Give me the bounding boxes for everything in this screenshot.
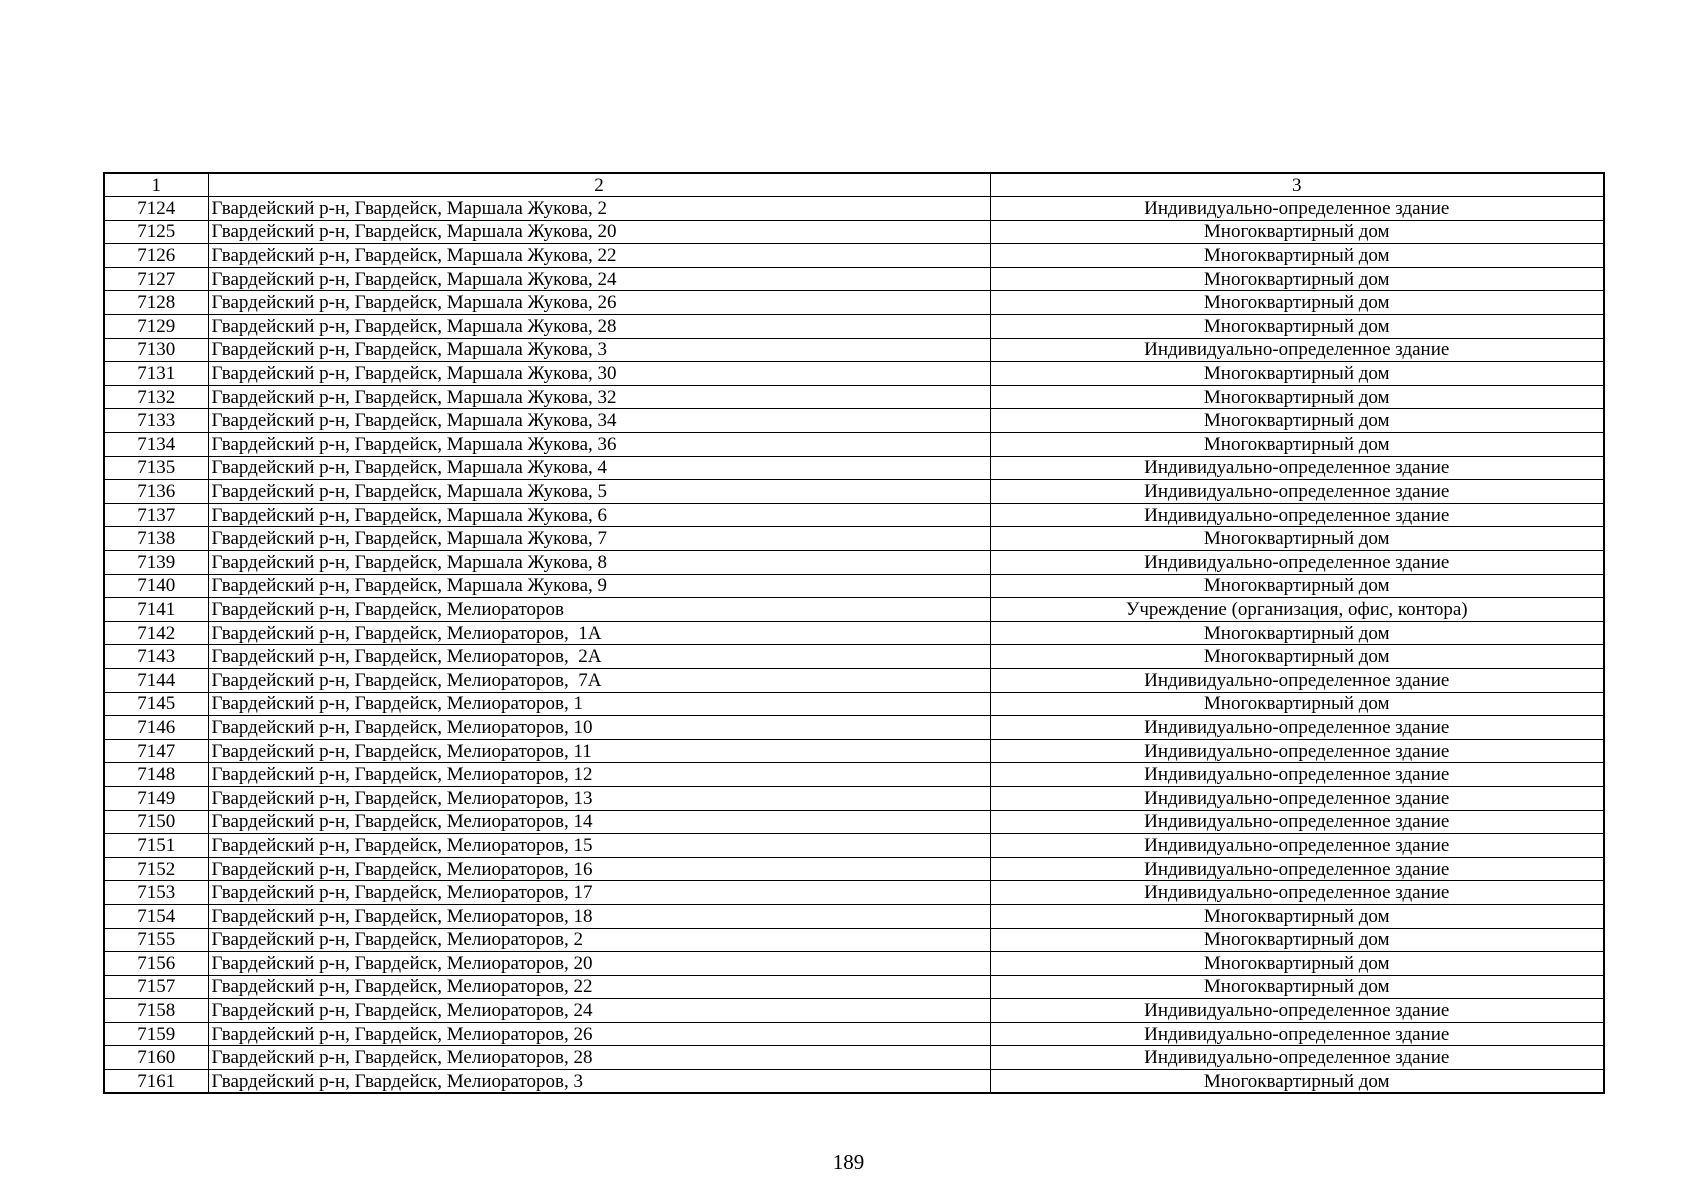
table-row (104, 197, 1604, 221)
row-building-type: Многоквартирный дом (990, 904, 1604, 928)
row-building-type: Индивидуально-определенное здание (990, 716, 1604, 740)
row-number: 7160 (104, 1046, 208, 1070)
row-address: Гвардейский р-н, Гвардейск, Мелиораторов, 18 (208, 904, 990, 928)
table-row (104, 881, 1604, 905)
row-address: Гвардейский р-н, Гвардейск, Маршала Жукова, 3 (208, 338, 990, 362)
row-number: 7140 (104, 574, 208, 598)
row-number: 7133 (104, 409, 208, 433)
row-number: 7154 (104, 904, 208, 928)
row-building-type: Индивидуально-определенное здание (990, 456, 1604, 480)
row-building-type: Индивидуально-определенное здание (990, 338, 1604, 362)
table-row (104, 338, 1604, 362)
row-building-type: Учреждение (организация, офис, контора) (990, 598, 1604, 622)
row-building-type: Многоквартирный дом (990, 574, 1604, 598)
table-row (104, 739, 1604, 763)
registry-table (103, 172, 1605, 1094)
table-body (104, 197, 1604, 1094)
row-address: Гвардейский р-н, Гвардейск, Маршала Жукова, 9 (208, 574, 990, 598)
table-row (104, 267, 1604, 291)
row-address: Гвардейский р-н, Гвардейск, Мелиораторов, 28 (208, 1046, 990, 1070)
row-address: Гвардейский р-н, Гвардейск, Мелиораторов, 20 (208, 952, 990, 976)
table-row (104, 810, 1604, 834)
row-number: 7131 (104, 362, 208, 386)
table-row (104, 621, 1604, 645)
row-number: 7128 (104, 291, 208, 315)
table-row (104, 763, 1604, 787)
table-row (104, 668, 1604, 692)
row-building-type: Индивидуально-определенное здание (990, 763, 1604, 787)
row-number: 7146 (104, 716, 208, 740)
row-building-type: Индивидуально-определенное здание (990, 739, 1604, 763)
table-row (104, 551, 1604, 575)
table-row (104, 1022, 1604, 1046)
row-number: 7132 (104, 385, 208, 409)
table-row (104, 409, 1604, 433)
row-building-type: Многоквартирный дом (990, 267, 1604, 291)
row-building-type: Многоквартирный дом (990, 975, 1604, 999)
row-address: Гвардейский р-н, Гвардейск, Мелиораторов, 13 (208, 786, 990, 810)
table-row (104, 857, 1604, 881)
row-building-type: Многоквартирный дом (990, 645, 1604, 669)
row-number: 7148 (104, 763, 208, 787)
row-number: 7134 (104, 433, 208, 457)
row-building-type: Многоквартирный дом (990, 952, 1604, 976)
row-address: Гвардейский р-н, Гвардейск, Мелиораторов, 10 (208, 716, 990, 740)
row-building-type: Индивидуально-определенное здание (990, 551, 1604, 575)
row-address: Гвардейский р-н, Гвардейск, Маршала Жукова, 6 (208, 503, 990, 527)
row-building-type: Индивидуально-определенное здание (990, 503, 1604, 527)
row-number: 7149 (104, 786, 208, 810)
row-address: Гвардейский р-н, Гвардейск, Маршала Жукова, 26 (208, 291, 990, 315)
table-row (104, 975, 1604, 999)
row-address: Гвардейский р-н, Гвардейск, Мелиораторов, 16 (208, 857, 990, 881)
row-number: 7143 (104, 645, 208, 669)
table-row (104, 315, 1604, 339)
table-row (104, 645, 1604, 669)
row-number: 7155 (104, 928, 208, 952)
row-building-type: Индивидуально-определенное здание (990, 1022, 1604, 1046)
table-row (104, 433, 1604, 457)
table-row (104, 244, 1604, 268)
row-number: 7130 (104, 338, 208, 362)
row-building-type: Индивидуально-определенное здание (990, 810, 1604, 834)
row-number: 7157 (104, 975, 208, 999)
row-building-type: Многоквартирный дом (990, 1070, 1604, 1094)
row-number: 7151 (104, 834, 208, 858)
header-col-3: 3 (990, 173, 1604, 197)
row-number: 7139 (104, 551, 208, 575)
table-row (104, 716, 1604, 740)
row-address: Гвардейский р-н, Гвардейск, Мелиораторов (208, 598, 990, 622)
row-number: 7136 (104, 480, 208, 504)
row-building-type: Многоквартирный дом (990, 244, 1604, 268)
row-number: 7147 (104, 739, 208, 763)
header-row (104, 173, 1604, 197)
row-building-type: Многоквартирный дом (990, 291, 1604, 315)
table-row (104, 1070, 1604, 1094)
row-building-type: Многоквартирный дом (990, 315, 1604, 339)
row-address: Гвардейский р-н, Гвардейск, Маршала Жукова, 32 (208, 385, 990, 409)
table-row (104, 220, 1604, 244)
row-building-type: Многоквартирный дом (990, 362, 1604, 386)
table-row (104, 692, 1604, 716)
row-address: Гвардейский р-н, Гвардейск, Маршала Жукова, 22 (208, 244, 990, 268)
row-number: 7127 (104, 267, 208, 291)
row-address: Гвардейский р-н, Гвардейск, Мелиораторов, 3 (208, 1070, 990, 1094)
table-row (104, 928, 1604, 952)
row-building-type: Индивидуально-определенное здание (990, 668, 1604, 692)
table-row (104, 952, 1604, 976)
header-col-2: 2 (208, 173, 990, 197)
row-building-type: Многоквартирный дом (990, 433, 1604, 457)
row-address: Гвардейский р-н, Гвардейск, Маршала Жукова, 30 (208, 362, 990, 386)
row-number: 7150 (104, 810, 208, 834)
row-address: Гвардейский р-н, Гвардейск, Мелиораторов, 26 (208, 1022, 990, 1046)
row-address: Гвардейский р-н, Гвардейск, Мелиораторов, 7А (208, 668, 990, 692)
row-number: 7138 (104, 527, 208, 551)
row-building-type: Индивидуально-определенное здание (990, 999, 1604, 1023)
row-number: 7159 (104, 1022, 208, 1046)
table-row (104, 786, 1604, 810)
row-address: Гвардейский р-н, Гвардейск, Маршала Жукова, 5 (208, 480, 990, 504)
row-number: 7161 (104, 1070, 208, 1094)
row-building-type: Многоквартирный дом (990, 527, 1604, 551)
row-address: Гвардейский р-н, Гвардейск, Мелиораторов, 22 (208, 975, 990, 999)
row-building-type: Индивидуально-определенное здание (990, 881, 1604, 905)
table-row (104, 574, 1604, 598)
row-building-type: Многоквартирный дом (990, 621, 1604, 645)
table-row (104, 999, 1604, 1023)
table-row (104, 834, 1604, 858)
row-building-type: Индивидуально-определенное здание (990, 197, 1604, 221)
row-building-type: Многоквартирный дом (990, 385, 1604, 409)
table-row (104, 456, 1604, 480)
row-number: 7145 (104, 692, 208, 716)
row-address: Гвардейский р-н, Гвардейск, Мелиораторов, 2А (208, 645, 990, 669)
row-building-type: Многоквартирный дом (990, 220, 1604, 244)
row-number: 7158 (104, 999, 208, 1023)
table-row (104, 598, 1604, 622)
row-building-type: Многоквартирный дом (990, 692, 1604, 716)
row-number: 7142 (104, 621, 208, 645)
row-building-type: Многоквартирный дом (990, 409, 1604, 433)
row-address: Гвардейский р-н, Гвардейск, Мелиораторов, 1 (208, 692, 990, 716)
page-number: 189 (832, 1150, 865, 1174)
row-address: Гвардейский р-н, Гвардейск, Мелиораторов, 1А (208, 621, 990, 645)
row-address: Гвардейский р-н, Гвардейск, Маршала Жукова, 2 (208, 197, 990, 221)
row-address: Гвардейский р-н, Гвардейск, Маршала Жукова, 28 (208, 315, 990, 339)
row-building-type: Индивидуально-определенное здание (990, 857, 1604, 881)
row-address: Гвардейский р-н, Гвардейск, Маршала Жукова, 36 (208, 433, 990, 457)
table-row (104, 503, 1604, 527)
table-row (104, 904, 1604, 928)
row-address: Гвардейский р-н, Гвардейск, Маршала Жукова, 8 (208, 551, 990, 575)
row-address: Гвардейский р-н, Гвардейск, Маршала Жукова, 4 (208, 456, 990, 480)
row-address: Гвардейский р-н, Гвардейск, Маршала Жукова, 24 (208, 267, 990, 291)
row-number: 7124 (104, 197, 208, 221)
table-header (104, 173, 1604, 197)
table-row (104, 1046, 1604, 1070)
row-address: Гвардейский р-н, Гвардейск, Маршала Жукова, 7 (208, 527, 990, 551)
table-row (104, 385, 1604, 409)
row-number: 7135 (104, 456, 208, 480)
row-number: 7137 (104, 503, 208, 527)
row-number: 7126 (104, 244, 208, 268)
row-building-type: Многоквартирный дом (990, 928, 1604, 952)
row-number: 7141 (104, 598, 208, 622)
table-row (104, 480, 1604, 504)
row-address: Гвардейский р-н, Гвардейск, Мелиораторов, 17 (208, 881, 990, 905)
table-row (104, 527, 1604, 551)
row-address: Гвардейский р-н, Гвардейск, Мелиораторов, 12 (208, 763, 990, 787)
row-number: 7129 (104, 315, 208, 339)
row-number: 7156 (104, 952, 208, 976)
row-building-type: Индивидуально-определенное здание (990, 834, 1604, 858)
header-col-1: 1 (104, 173, 208, 197)
row-building-type: Индивидуально-определенное здание (990, 786, 1604, 810)
row-address: Гвардейский р-н, Гвардейск, Мелиораторов, 11 (208, 739, 990, 763)
row-building-type: Индивидуально-определенное здание (990, 1046, 1604, 1070)
row-address: Гвардейский р-н, Гвардейск, Мелиораторов, 2 (208, 928, 990, 952)
table-row (104, 291, 1604, 315)
row-address: Гвардейский р-н, Гвардейск, Мелиораторов, 15 (208, 834, 990, 858)
row-address: Гвардейский р-н, Гвардейск, Маршала Жукова, 20 (208, 220, 990, 244)
table-row (104, 362, 1604, 386)
row-number: 7152 (104, 857, 208, 881)
row-building-type: Индивидуально-определенное здание (990, 480, 1604, 504)
row-number: 7144 (104, 668, 208, 692)
row-address: Гвардейский р-н, Гвардейск, Мелиораторов, 14 (208, 810, 990, 834)
row-address: Гвардейский р-н, Гвардейск, Мелиораторов, 24 (208, 999, 990, 1023)
row-number: 7153 (104, 881, 208, 905)
row-address: Гвардейский р-н, Гвардейск, Маршала Жукова, 34 (208, 409, 990, 433)
row-number: 7125 (104, 220, 208, 244)
